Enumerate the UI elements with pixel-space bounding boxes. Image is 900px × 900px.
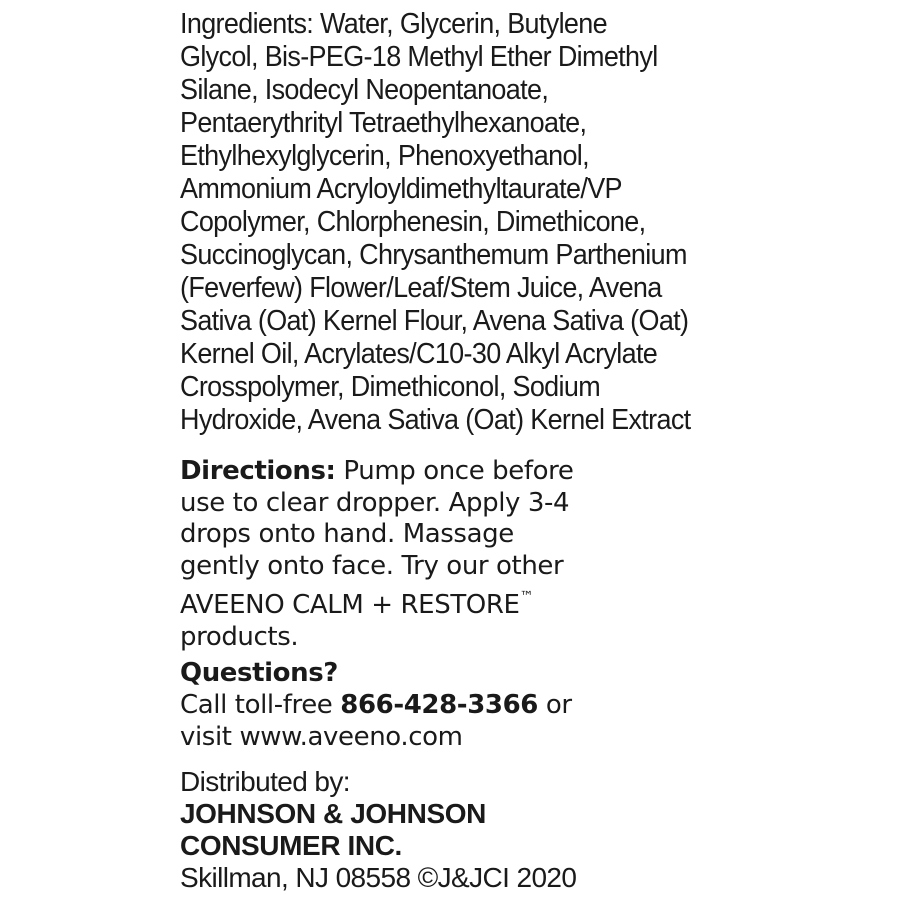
ingredients-line: Hydroxide, Avena Sativa (Oat) Kernel Extract [180,404,691,436]
ingredients-line: Ingredients: Water, Glycerin, Butylene [180,8,607,40]
directions-heading: Directions: [180,456,336,486]
ingredients-line: Crosspolymer, Dimethiconol, Sodium [180,371,601,403]
company-name-line: CONSUMER INC. [180,830,402,861]
questions-section [180,657,880,753]
directions-line: use to clear dropper. Apply 3-4 [180,487,570,518]
ingredients-line: Ammonium Acryloyldimethyltaurate/VP [180,173,622,205]
directions-first-line [180,456,880,488]
call-line [180,689,880,721]
ingredients-line: (Feverfew) Flower/Leaf/Stem Juice, Avena [180,272,662,304]
questions-heading: Questions? [180,658,338,688]
ingredients-line: Sativa (Oat) Kernel Flour, Avena Sativa (Oat) [180,305,689,337]
directions-line: products. [180,621,299,652]
trademark-symbol: ™ [519,589,534,605]
ingredients-line: Copolymer, Chlorphenesin, Dimethicone, [180,206,646,238]
ingredients-line: Pentaerythrityl Tetraethylhexanoate, [180,107,587,139]
phone-number: 866-428-3366 [340,690,538,720]
directions-line: gently onto face. Try our other [180,550,564,581]
call-suffix: or [537,690,572,720]
ingredients-line: Ethylhexylglycerin, Phenoxyethanol, [180,140,589,172]
ingredients-line: Silane, Isodecyl Neopentanoate, [180,74,549,106]
distributor-label: Distributed by: [180,766,350,797]
address-line: Skillman, NJ 08558 ©J&JCI 2020 [180,862,577,893]
ingredients-section [180,8,738,437]
ingredients-line: Kernel Oil, Acrylates/C10-30 Alkyl Acrylate [180,338,658,370]
call-prefix: Call toll-free [180,690,341,720]
visit-line: visit www.aveeno.com [180,722,463,752]
directions-line: drops onto hand. Massage [180,519,514,549]
company-name-line: JOHNSON & JOHNSON [180,798,486,829]
brand-name: AVEENO CALM + RESTORE [180,590,520,620]
distributor-section [180,766,880,894]
ingredients-line: Succinoglycan, Chrysanthemum Parthenium [180,239,687,271]
ingredients-line: Glycol, Bis-PEG-18 Methyl Ether Dimethyl [180,41,658,73]
directions-text: Pump once before [335,456,574,486]
directions-brand-line [180,582,880,622]
directions-section [180,456,880,653]
